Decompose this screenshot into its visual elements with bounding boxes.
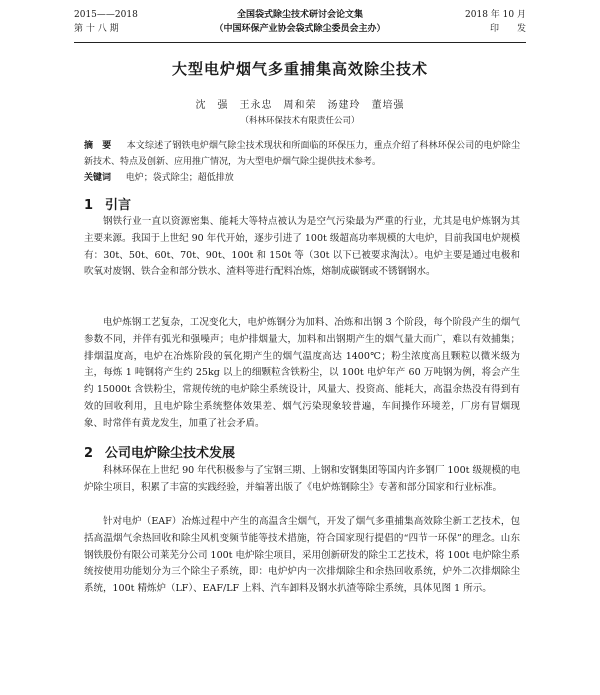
header-organizer: （中国环保产业协会袋式除尘委员会主办） bbox=[214, 24, 386, 34]
header-date: 2018 年 10 月 bbox=[465, 10, 526, 20]
header-proceedings-title: 全国袋式除尘技术研讨会论文集 bbox=[236, 10, 363, 20]
running-header bbox=[74, 6, 526, 46]
section-title: 公司电炉除尘技术发展 bbox=[105, 446, 236, 461]
header-print-note: 印 发 bbox=[489, 24, 526, 34]
keywords-text: 电炉；袋式除尘；超低排放 bbox=[125, 173, 234, 183]
paragraph: 针对电炉（EAF）冶炼过程中产生的高温含尘烟气，开发了烟气多重捕集高效除尘新工艺技术，包括高温烟气余热回收和除尘风机变频节能等技术措施，符合国家现行提倡的“四节一环保”的理念。山东钢铁股份有限公司莱芜分公司 100t 电炉除尘项目，采用创新研发的除尘工艺技术，将 100t 电炉除尘系统按使用功能划分为三个除尘子系统，即：电炉炉内一次排烟除尘和余热回收系统，炉外二次排烟除尘系统，100t 精炼炉（LF）、EAF/LF 上料、汽车卸料及钢水扒渣等除尘系统，具体见图 1 所示。 bbox=[84, 516, 520, 595]
section-heading-development bbox=[84, 442, 235, 461]
paragraph: 钢铁行业一直以资源密集、能耗大等特点被认为是空气污染最为严重的行业，尤其是电炉炼钢为其主要来源。我国于上世纪 90 年代开始，逐步引进了 100t 级超高功率规模的大电炉，目前我国电炉规模有：30t、50t、60t、70t、90t、100t 和 150t 等（30t 以下已被要求淘汰）。电炉主要是通过电极和吹氧对废钢、铁合金和部分铁水、渣料等进行配料冶炼，熔制成碳钢或不锈钢钢水。 bbox=[84, 216, 520, 278]
section-number: 2 bbox=[84, 446, 94, 461]
keywords-label: 关键词 bbox=[84, 173, 112, 183]
section-title: 引言 bbox=[105, 198, 132, 213]
keywords bbox=[84, 171, 520, 185]
header-right bbox=[465, 8, 526, 36]
abstract-text: 本文综述了钢铁电炉烟气除尘技术现状和所面临的环保压力，重点介绍了科林环保公司的电炉除尘新技术、特点及创新、应用推广情况，为大型电炉烟气除尘提供技术参考。 bbox=[84, 141, 520, 167]
section-number: 1 bbox=[84, 198, 94, 213]
header-divider bbox=[74, 42, 526, 43]
header-years: 2015——2018 bbox=[74, 10, 138, 20]
header-center bbox=[74, 8, 526, 36]
paper-title: 大型电炉烟气多重捕集高效除尘技术 bbox=[171, 60, 428, 78]
header-issue: 第 十 八 期 bbox=[74, 24, 119, 34]
abstract bbox=[84, 138, 520, 170]
abstract-label: 摘 要 bbox=[84, 141, 112, 151]
section-heading-intro bbox=[84, 194, 131, 213]
author-list: 沈 强 王永忠 周和荣 汤建玲 董培强 bbox=[195, 100, 405, 111]
paragraph: 科林环保在上世纪 90 年代积极参与了宝钢三期、上钢和安钢集团等国内许多钢厂 100t 级规模的电炉除尘项目，积累了丰富的实践经验，并编著出版了《电炉炼钢除尘》专著和部分国家和行业标准。 bbox=[84, 465, 520, 493]
author-affiliation: （科林环保技术有限责任公司） bbox=[240, 116, 360, 126]
paragraph: 电炉炼钢工艺复杂，工况变化大，电炉炼钢分为加料、冶炼和出钢 3 个阶段，每个阶段产生的烟气参数不同，并伴有弧光和强噪声；电炉排烟量大，加料和出钢期产生的烟气量大而广，难以有效捕集；排烟温度高，电炉在冶炼阶段的氧化期产生的烟气温度高达 1400℃；粉尘浓度高且颗粒以微米级为主，每炼 1 吨钢将产生约 25kg 以上的细颗粒含铁粉尘，以 100t 电炉年产 60 万吨钢为例，将会产生约 15000t 含铁粉尘，常规传统的电炉除尘系统设计，风量大、投资高、能耗大，高温余热没有得到有效的回收利用，且电炉除尘系统整体效果差、烟气污染现象较普遍，车间操作环境差，厂房有冒烟现象、时常伴有黄龙发生，加重了社会矛盾。 bbox=[84, 317, 520, 429]
